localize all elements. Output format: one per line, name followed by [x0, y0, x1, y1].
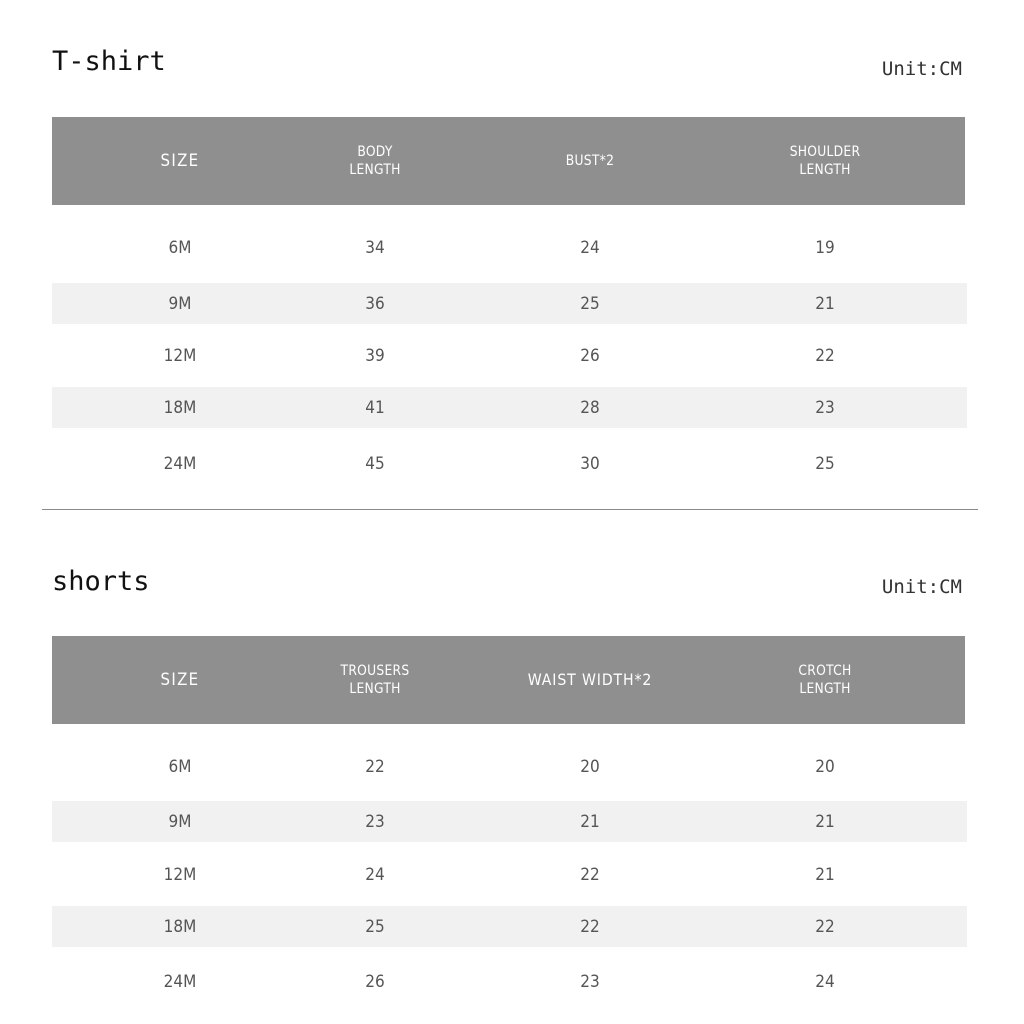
waist-width-cell: 22	[580, 864, 600, 885]
tshirt-header-bust: BUST*2	[565, 153, 615, 169]
section-divider	[42, 509, 978, 510]
size-cell: 24M	[163, 453, 197, 474]
waist-width-cell: 21	[580, 811, 600, 832]
size-cell: 18M	[163, 916, 197, 937]
bust-cell: 30	[580, 453, 600, 474]
shoulder-length-cell: 19	[815, 237, 835, 258]
crotch-length-cell: 20	[815, 756, 835, 777]
trousers-length-cell: 24	[365, 864, 385, 885]
crotch-length-cell: 21	[815, 864, 835, 885]
size-cell: 9M	[168, 811, 192, 832]
table-row	[52, 906, 967, 947]
table-row	[52, 335, 967, 376]
shoulder-length-cell: 25	[815, 453, 835, 474]
shorts-header-waist-width: WAIST WIDTH*2	[527, 670, 653, 689]
table-row	[52, 283, 967, 324]
body-length-cell: 41	[365, 397, 385, 418]
shoulder-length-cell: 23	[815, 397, 835, 418]
size-cell: 12M	[163, 864, 197, 885]
bust-cell: 28	[580, 397, 600, 418]
table-row	[52, 854, 967, 895]
bust-cell: 26	[580, 345, 600, 366]
table-row	[52, 801, 967, 842]
shoulder-length-cell: 21	[815, 293, 835, 314]
trousers-length-cell: 26	[365, 971, 385, 992]
bust-cell: 24	[580, 237, 600, 258]
shorts-header-trousers-length: TROUSERS LENGTH	[340, 663, 410, 697]
body-length-cell: 39	[365, 345, 385, 366]
size-cell: 6M	[168, 237, 192, 258]
tshirt-unit-label: Unit:CM	[881, 58, 962, 80]
size-cell: 18M	[163, 397, 197, 418]
crotch-length-cell: 24	[815, 971, 835, 992]
waist-width-cell: 22	[580, 916, 600, 937]
body-length-cell: 34	[365, 237, 385, 258]
shorts-title: shorts	[52, 566, 150, 597]
table-row	[52, 746, 967, 787]
trousers-length-cell: 23	[365, 811, 385, 832]
tshirt-table-header	[52, 117, 965, 205]
shorts-header-crotch-length: CROTCH LENGTH	[798, 663, 852, 697]
waist-width-cell: 23	[580, 971, 600, 992]
body-length-cell: 45	[365, 453, 385, 474]
shorts-header-size: SIZE	[160, 670, 200, 690]
table-row	[52, 443, 967, 484]
tshirt-header-body-length: BODY LENGTH	[349, 144, 401, 178]
trousers-length-cell: 25	[365, 916, 385, 937]
shoulder-length-cell: 22	[815, 345, 835, 366]
trousers-length-cell: 22	[365, 756, 385, 777]
tshirt-title: T-shirt	[52, 46, 166, 77]
table-row	[52, 227, 967, 268]
size-cell: 6M	[168, 756, 192, 777]
body-length-cell: 36	[365, 293, 385, 314]
shorts-unit-label: Unit:CM	[881, 576, 962, 598]
table-row	[52, 387, 967, 428]
tshirt-header-size: SIZE	[160, 151, 200, 171]
crotch-length-cell: 22	[815, 916, 835, 937]
tshirt-header-shoulder-length: SHOULDER LENGTH	[789, 144, 861, 178]
table-row	[52, 961, 967, 1002]
bust-cell: 25	[580, 293, 600, 314]
size-cell: 12M	[163, 345, 197, 366]
size-cell: 9M	[168, 293, 192, 314]
crotch-length-cell: 21	[815, 811, 835, 832]
waist-width-cell: 20	[580, 756, 600, 777]
shorts-table-header	[52, 636, 965, 724]
size-cell: 24M	[163, 971, 197, 992]
